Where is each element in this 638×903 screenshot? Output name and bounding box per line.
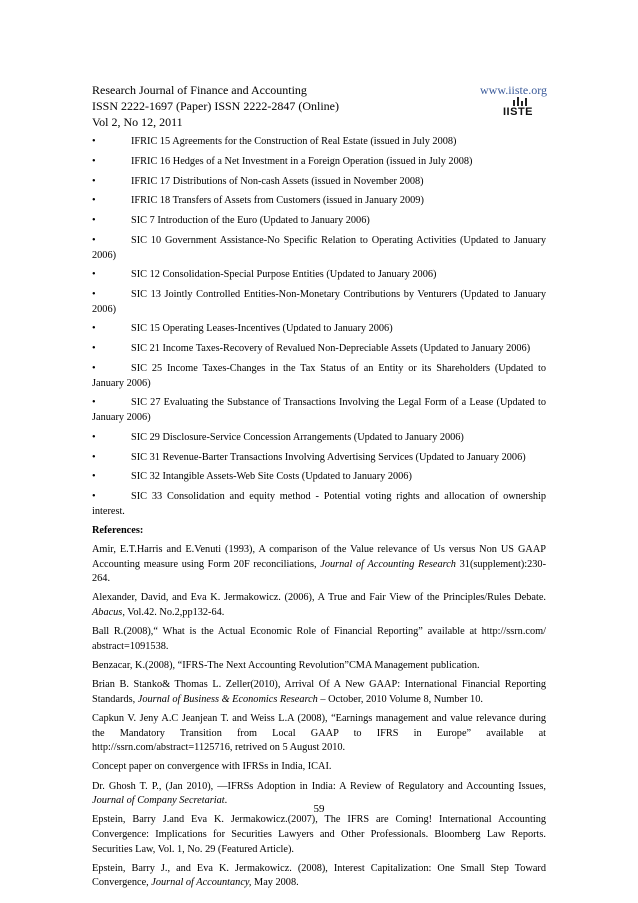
- list-item-text: SIC 15 Operating Leases-Incentives (Updated to January 2006): [131, 323, 393, 335]
- main-content: [92, 135, 546, 895]
- list-item-text: SIC 12 Consolidation-Special Purpose Entities (Updated to January 2006): [131, 269, 437, 281]
- list-item-text: SIC 10 Government Assistance-No Specific Relation to Operating Activities (Updated to January 2006): [92, 234, 546, 261]
- bullet-icon: •: [92, 397, 96, 409]
- bullet-icon: •: [92, 323, 96, 335]
- reference-text: Benzacar, K.(2008), “IFRS-The Next Accounting Revolution”CMA Management publication.: [92, 660, 480, 671]
- reference-source: Journal of Accountancy,: [151, 877, 252, 889]
- reference-source: Journal of Business & Economics Research: [137, 693, 318, 705]
- iiste-logo: [503, 96, 541, 118]
- list-item-text: IFRIC 18 Transfers of Assets from Customers (issued in January 2009): [131, 195, 424, 207]
- list-item: [92, 194, 546, 209]
- bullet-icon: •: [92, 195, 96, 207]
- list-item: [92, 470, 546, 485]
- reference-text: Epstein, Barry J.and Eva K. Jermakowicz.(2007), The IFRS are Coming! International Accounting Convergence: Implications for Securities Lawyers and Other Professionals. Bloomberg Law Reports. Securities Law, Vol. 1, No. 29 (Featured Article).: [92, 814, 546, 855]
- journal-volume: Vol 2, No 12, 2011: [92, 115, 183, 129]
- standards-list: [92, 135, 546, 519]
- reference-text: .: [224, 795, 228, 807]
- reference-entry: [92, 760, 546, 775]
- reference-entry: [92, 712, 546, 756]
- bullet-icon: •: [92, 343, 96, 355]
- journal-issn: ISSN 2222-1697 (Paper) ISSN 2222-2847 (Online): [92, 99, 339, 113]
- bullet-icon: •: [92, 215, 96, 227]
- list-item: [92, 322, 546, 337]
- reference-text: Brian B. Stanko& Thomas L. Zeller(2010), Arrival Of A New GAAP: International Financial Reporting Standards,: [92, 679, 546, 705]
- list-item: [92, 268, 546, 283]
- list-item-text: SIC 25 Income Taxes-Changes in the Tax Status of an Entity or its Shareholders (Updated to January 2006): [92, 363, 546, 389]
- bullet-icon: •: [92, 175, 96, 187]
- reference-text: , Vol.42. No.2,pp132-64.: [122, 607, 225, 619]
- list-item: [92, 342, 546, 357]
- reference-text: Ball R.(2008),“ What is the Actual Economic Role of Financial Reporting” available at http://ssrn.com/ abstract=1091538.: [92, 626, 546, 652]
- reference-text: Alexander, David, and Eva K. Jermakowicz. (2006), A True and Fair View of the Principles/Rules Debate.: [92, 592, 546, 604]
- list-item-text: SIC 13 Jointly Controlled Entities-Non-Monetary Contributions by Venturers (Updated to January 2006): [92, 289, 546, 315]
- list-item-text: IFRIC 17 Distributions of Non-cash Assets (issued in November 2008): [131, 175, 424, 187]
- reference-entry: [92, 813, 546, 857]
- journal-title: Research Journal of Finance and Accounting: [92, 83, 307, 97]
- list-item: [92, 155, 546, 170]
- list-item-text: SIC 7 Introduction of the Euro (Updated to January 2006): [131, 215, 370, 227]
- list-item: [92, 288, 546, 317]
- reference-entry: [92, 543, 546, 587]
- bullet-icon: •: [92, 451, 96, 463]
- list-item: [92, 451, 546, 466]
- list-item-text: SIC 29 Disclosure-Service Concession Arrangements (Updated to January 2006): [131, 431, 464, 443]
- reference-entry: [92, 591, 546, 620]
- journal-url[interactable]: www.iiste.org: [480, 83, 547, 97]
- list-item-text: IFRIC 16 Hedges of a Net Investment in a Foreign Operation (issued in July 2008): [131, 155, 473, 167]
- reference-entry: [92, 862, 546, 891]
- reference-text: Capkun V. Jeny A.C Jeanjean T. and Weiss L.A (2008), “Earnings management and value relevance during the Mandatory Transition from Local GAAP to IFRS in Europe” available at http://ssrn.com/abstract=1125716, retrived on 5 August 2010.: [92, 712, 546, 754]
- reference-source: Journal of Accounting Research: [320, 558, 456, 570]
- reference-text: Concept paper on convergence with IFRSs in India, ICAI.: [92, 761, 332, 773]
- reference-entry: [92, 659, 546, 674]
- list-item: [92, 214, 546, 229]
- bullet-icon: •: [92, 155, 96, 167]
- list-item: [92, 135, 546, 150]
- list-item-text: SIC 33 Consolidation and equity method - Potential voting rights and allocation of ownership interest.: [92, 491, 546, 517]
- reference-entry: [92, 625, 546, 654]
- bullet-icon: •: [92, 471, 96, 483]
- list-item-text: IFRIC 15 Agreements for the Construction of Real Estate (issued in July 2008): [131, 136, 457, 147]
- bullet-icon: •: [92, 269, 96, 281]
- list-item-text: SIC 27 Evaluating the Substance of Transactions Involving the Legal Form of a Lease (Updated to January 2006): [92, 397, 546, 423]
- reference-text: 31(supplement):230-264.: [92, 558, 547, 585]
- references-heading: References:: [92, 525, 144, 537]
- list-item: [92, 490, 546, 519]
- list-item: [92, 362, 546, 391]
- journal-header: [92, 82, 547, 130]
- reference-source: Journal of Company Secretariat: [92, 795, 225, 807]
- reference-text: Epstein, Barry J., and Eva K. Jermakowicz. (2008), Interest Capitalization: One Small Step Toward Convergence,: [92, 862, 546, 889]
- list-item-text: SIC 31 Revenue-Barter Transactions Involving Advertising Services (Updated to January 2006): [131, 451, 526, 463]
- reference-text: May 2008.: [251, 877, 299, 889]
- bullet-icon: •: [92, 234, 96, 246]
- reference-text: Dr. Ghosh T. P., (Jan 2010), ―IFRSs Adoption in India: A Review of Regulatory and Accounting Issues,: [92, 780, 546, 792]
- bullet-icon: •: [92, 491, 96, 503]
- reference-source: Abacus: [92, 607, 123, 619]
- bullet-icon: •: [92, 431, 96, 443]
- bullet-icon: •: [92, 136, 96, 147]
- list-item-text: SIC 21 Income Taxes-Recovery of Revalued Non-Depreciable Assets (Updated to January 2006): [131, 343, 531, 355]
- list-item-text: SIC 32 Intangible Assets-Web Site Costs (Updated to January 2006): [131, 471, 412, 483]
- page-number: 59: [313, 803, 325, 815]
- list-item: [92, 431, 546, 446]
- bullet-icon: •: [92, 289, 96, 301]
- reference-text: – October, 2010 Volume 8, Number 10.: [317, 693, 483, 705]
- reference-text: Amir, E.T.Harris and E.Venuti (1993), A comparison of the Value relevance of Us versus Non US GAAP Accounting measure using Form 20F reconciliations,: [92, 544, 546, 570]
- reference-entry: [92, 678, 546, 707]
- references-list: [92, 543, 546, 891]
- list-item: [92, 234, 546, 263]
- logo-text: IISTE: [503, 106, 534, 118]
- list-item: [92, 175, 546, 190]
- bullet-icon: •: [92, 363, 96, 374]
- list-item: [92, 396, 546, 425]
